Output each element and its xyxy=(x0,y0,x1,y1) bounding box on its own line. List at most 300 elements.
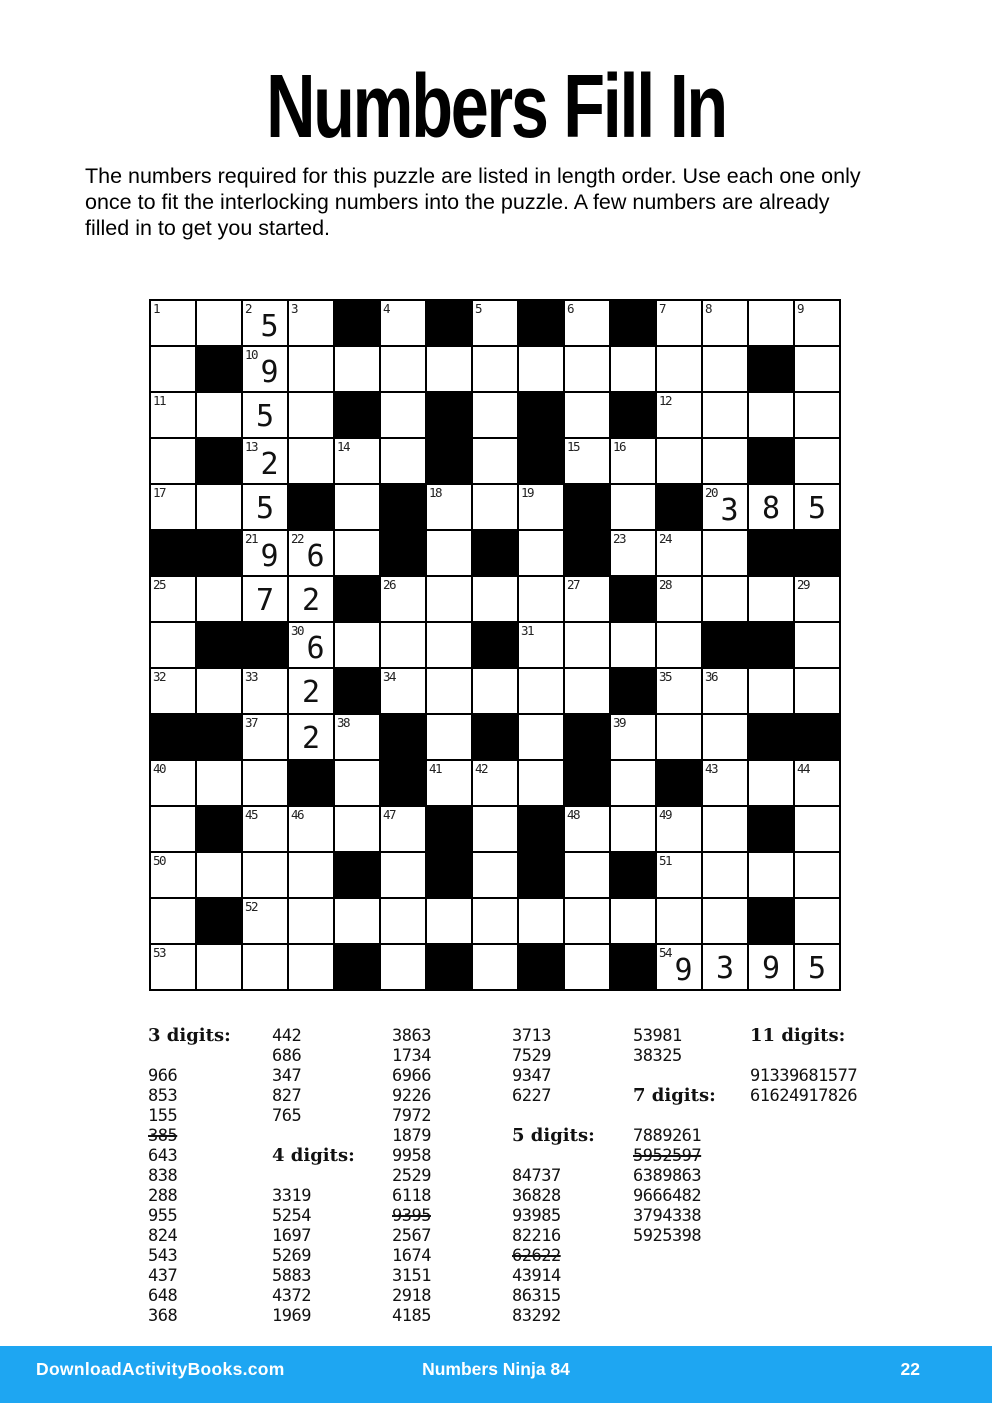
grid-cell-r7c9[interactable] xyxy=(519,577,563,621)
grid-cell-r8c7[interactable] xyxy=(427,623,471,667)
grid-cell-r12c8[interactable] xyxy=(473,807,517,851)
grid-cell-r6c12[interactable] xyxy=(657,531,701,575)
prefilled-digit: 6 xyxy=(306,631,325,666)
grid-cell-r8c3 xyxy=(243,623,287,667)
grid-cell-r10c11[interactable] xyxy=(611,715,655,759)
clue-number: 35 xyxy=(659,669,672,684)
prefilled-digit: 9 xyxy=(260,539,279,574)
grid-cell-r15c10[interactable] xyxy=(565,945,609,989)
number-item: 853 xyxy=(148,1086,178,1106)
clue-number: 47 xyxy=(383,807,396,822)
grid-cell-r13c12[interactable] xyxy=(657,853,701,897)
grid-cell-r9c8[interactable] xyxy=(473,669,517,713)
number-item: 62622 xyxy=(512,1246,561,1266)
grid-cell-r12c5[interactable] xyxy=(335,807,379,851)
grid-cell-r14c9[interactable] xyxy=(519,899,563,943)
grid-cell-r1c14[interactable] xyxy=(749,301,793,345)
grid-cell-r11c13[interactable] xyxy=(703,761,747,805)
instructions xyxy=(85,163,861,241)
grid-cell-r3c6[interactable] xyxy=(381,393,425,437)
grid-cell-r7c11 xyxy=(611,577,655,621)
number-item: 91339681577 xyxy=(750,1066,858,1086)
number-item: 2529 xyxy=(392,1166,431,1186)
clue-number: 49 xyxy=(659,807,672,822)
grid-cell-r8c10[interactable] xyxy=(565,623,609,667)
grid-cell-r7c6[interactable] xyxy=(381,577,425,621)
grid-cell-r10c12[interactable] xyxy=(657,715,701,759)
number-item: 82216 xyxy=(512,1226,561,1246)
grid-cell-r4c11[interactable] xyxy=(611,439,655,483)
grid-cell-r2c9[interactable] xyxy=(519,347,563,391)
clue-number: 19 xyxy=(521,485,534,500)
grid-cell-r13c2[interactable] xyxy=(197,853,241,897)
grid-cell-r6c11[interactable] xyxy=(611,531,655,575)
number-item: 9666482 xyxy=(633,1186,702,1206)
clue-number: 22 xyxy=(291,531,304,546)
grid-cell-r8c4[interactable] xyxy=(289,623,333,667)
number-item: 442 xyxy=(272,1026,302,1046)
grid-cell-r6c7[interactable] xyxy=(427,531,471,575)
grid-cell-r5c7[interactable] xyxy=(427,485,471,529)
grid-cell-r12c15[interactable] xyxy=(795,807,839,851)
grid-cell-r1c13[interactable] xyxy=(703,301,747,345)
number-item: 155 xyxy=(148,1106,178,1126)
grid-cell-r6c13[interactable] xyxy=(703,531,747,575)
grid-cell-r2c5[interactable] xyxy=(335,347,379,391)
grid-cell-r7c5 xyxy=(335,577,379,621)
grid-cell-r8c8 xyxy=(473,623,517,667)
list-spacer xyxy=(633,1106,758,1126)
number-item: 824 xyxy=(148,1226,178,1246)
grid-cell-r14c7[interactable] xyxy=(427,899,471,943)
grid-cell-r10c8 xyxy=(473,715,517,759)
grid-cell-r12c11[interactable] xyxy=(611,807,655,851)
grid-cell-r11c1[interactable] xyxy=(151,761,195,805)
grid-cell-r13c3[interactable] xyxy=(243,853,287,897)
grid-cell-r3c3[interactable] xyxy=(243,393,287,437)
number-item: 5269 xyxy=(272,1246,311,1266)
clue-number: 7 xyxy=(659,301,666,316)
grid-cell-r4c9 xyxy=(519,439,563,483)
grid-cell-r8c6[interactable] xyxy=(381,623,425,667)
grid-cell-r1c15[interactable] xyxy=(795,301,839,345)
grid-cell-r14c6[interactable] xyxy=(381,899,425,943)
prefilled-digit: 2 xyxy=(301,721,321,756)
grid-cell-r6c3[interactable] xyxy=(243,531,287,575)
clue-number: 32 xyxy=(153,669,166,684)
grid-cell-r9c14[interactable] xyxy=(749,669,793,713)
grid-cell-r1c2[interactable] xyxy=(197,301,241,345)
clue-number: 14 xyxy=(337,439,350,454)
grid-cell-r15c6[interactable] xyxy=(381,945,425,989)
grid-cell-r6c10 xyxy=(565,531,609,575)
grid-cell-r3c13[interactable] xyxy=(703,393,747,437)
grid-cell-r12c14 xyxy=(749,807,793,851)
grid-cell-r13c14[interactable] xyxy=(749,853,793,897)
number-item: 4372 xyxy=(272,1286,311,1306)
number-item: 6118 xyxy=(392,1186,431,1206)
grid-cell-r8c15[interactable] xyxy=(795,623,839,667)
grid-cell-r11c3[interactable] xyxy=(243,761,287,805)
clue-number: 15 xyxy=(567,439,580,454)
grid-cell-r2c4[interactable] xyxy=(289,347,333,391)
grid-cell-r2c15[interactable] xyxy=(795,347,839,391)
grid-cell-r2c14 xyxy=(749,347,793,391)
grid-cell-r6c5[interactable] xyxy=(335,531,379,575)
grid-cell-r2c3[interactable] xyxy=(243,347,287,391)
grid-cell-r13c6[interactable] xyxy=(381,853,425,897)
digit-group-header: 5 digits: xyxy=(512,1125,595,1146)
grid-cell-r9c6[interactable] xyxy=(381,669,425,713)
clue-number: 10 xyxy=(245,347,258,362)
grid-cell-r5c13[interactable] xyxy=(703,485,747,529)
number-item: 9347 xyxy=(512,1066,551,1086)
grid-cell-r5c11[interactable] xyxy=(611,485,655,529)
grid-cell-r4c3[interactable] xyxy=(243,439,287,483)
grid-cell-r1c12[interactable] xyxy=(657,301,701,345)
grid-cell-r12c3[interactable] xyxy=(243,807,287,851)
grid-cell-r3c4[interactable] xyxy=(289,393,333,437)
number-item: 765 xyxy=(272,1106,302,1126)
number-item: 5883 xyxy=(272,1266,311,1286)
grid-cell-r7c12[interactable] xyxy=(657,577,701,621)
grid-cell-r9c11 xyxy=(611,669,655,713)
clue-number: 46 xyxy=(291,807,304,822)
grid-cell-r3c14[interactable] xyxy=(749,393,793,437)
grid-cell-r5c3[interactable] xyxy=(243,485,287,529)
grid-cell-r9c13[interactable] xyxy=(703,669,747,713)
grid-cell-r7c14[interactable] xyxy=(749,577,793,621)
grid-cell-r8c5[interactable] xyxy=(335,623,379,667)
clue-number: 48 xyxy=(567,807,580,822)
grid-cell-r6c4[interactable] xyxy=(289,531,333,575)
grid-cell-r15c2[interactable] xyxy=(197,945,241,989)
number-item: 838 xyxy=(148,1166,178,1186)
grid-cell-r7c4[interactable] xyxy=(289,577,333,621)
grid-cell-r6c9[interactable] xyxy=(519,531,563,575)
grid-cell-r7c7[interactable] xyxy=(427,577,471,621)
grid-cell-r3c12[interactable] xyxy=(657,393,701,437)
grid-cell-r1c11 xyxy=(611,301,655,345)
clue-number: 27 xyxy=(567,577,580,592)
grid-cell-r7c10[interactable] xyxy=(565,577,609,621)
grid-cell-r12c7 xyxy=(427,807,471,851)
grid-cell-r11c15[interactable] xyxy=(795,761,839,805)
grid-cell-r1c4[interactable] xyxy=(289,301,333,345)
grid-cell-r5c5[interactable] xyxy=(335,485,379,529)
grid-cell-r10c7[interactable] xyxy=(427,715,471,759)
grid-cell-r2c13[interactable] xyxy=(703,347,747,391)
grid-cell-r10c10 xyxy=(565,715,609,759)
grid-cell-r8c9[interactable] xyxy=(519,623,563,667)
grid-cell-r13c13[interactable] xyxy=(703,853,747,897)
number-item: 93985 xyxy=(512,1206,561,1226)
clue-number: 13 xyxy=(245,439,258,454)
grid-cell-r3c7 xyxy=(427,393,471,437)
clue-number: 50 xyxy=(153,853,166,868)
grid-cell-r2c12[interactable] xyxy=(657,347,701,391)
grid-cell-r3c2[interactable] xyxy=(197,393,241,437)
number-list-column-5 xyxy=(633,1026,758,1246)
number-item: 1674 xyxy=(392,1246,431,1266)
grid-cell-r10c3[interactable] xyxy=(243,715,287,759)
grid-cell-r2c8[interactable] xyxy=(473,347,517,391)
grid-cell-r12c12[interactable] xyxy=(657,807,701,851)
grid-cell-r14c11[interactable] xyxy=(611,899,655,943)
grid-cell-r7c2[interactable] xyxy=(197,577,241,621)
number-item: 7972 xyxy=(392,1106,431,1126)
grid-cell-r9c12[interactable] xyxy=(657,669,701,713)
grid-cell-r13c4[interactable] xyxy=(289,853,333,897)
clue-number: 36 xyxy=(705,669,718,684)
grid-cell-r9c15[interactable] xyxy=(795,669,839,713)
grid-cell-r10c15 xyxy=(795,715,839,759)
prefilled-digit: 5 xyxy=(807,491,827,526)
grid-cell-r13c15[interactable] xyxy=(795,853,839,897)
grid-cell-r10c5[interactable] xyxy=(335,715,379,759)
grid-cell-r4c13[interactable] xyxy=(703,439,747,483)
grid-cell-r13c11 xyxy=(611,853,655,897)
clue-number: 8 xyxy=(705,301,712,316)
grid-cell-r11c2[interactable] xyxy=(197,761,241,805)
grid-cell-r12c2 xyxy=(197,807,241,851)
grid-cell-r10c9[interactable] xyxy=(519,715,563,759)
grid-cell-r15c14[interactable] xyxy=(749,945,793,989)
grid-cell-r2c6[interactable] xyxy=(381,347,425,391)
grid-cell-r12c4[interactable] xyxy=(289,807,333,851)
clue-number: 44 xyxy=(797,761,810,776)
number-item: 84737 xyxy=(512,1166,561,1186)
number-list-column-1 xyxy=(148,1026,273,1326)
clue-number: 3 xyxy=(291,301,298,316)
grid-cell-r4c6[interactable] xyxy=(381,439,425,483)
grid-cell-r4c14 xyxy=(749,439,793,483)
grid-cell-r5c9[interactable] xyxy=(519,485,563,529)
grid-cell-r3c8[interactable] xyxy=(473,393,517,437)
grid-cell-r12c6[interactable] xyxy=(381,807,425,851)
grid-cell-r5c12 xyxy=(657,485,701,529)
grid-cell-r14c14 xyxy=(749,899,793,943)
grid-cell-r4c4[interactable] xyxy=(289,439,333,483)
grid-cell-r10c2 xyxy=(197,715,241,759)
grid-cell-r11c10 xyxy=(565,761,609,805)
grid-cell-r14c5[interactable] xyxy=(335,899,379,943)
grid-cell-r2c7[interactable] xyxy=(427,347,471,391)
grid-cell-r9c5 xyxy=(335,669,379,713)
grid-cell-r9c2[interactable] xyxy=(197,669,241,713)
grid-cell-r2c11[interactable] xyxy=(611,347,655,391)
number-item: 2918 xyxy=(392,1286,431,1306)
number-item: 38325 xyxy=(633,1046,682,1066)
grid-cell-r4c5[interactable] xyxy=(335,439,379,483)
grid-cell-r3c9 xyxy=(519,393,563,437)
grid-cell-r6c1 xyxy=(151,531,195,575)
grid-cell-r1c5 xyxy=(335,301,379,345)
grid-cell-r7c8[interactable] xyxy=(473,577,517,621)
grid-cell-r9c9[interactable] xyxy=(519,669,563,713)
clue-number: 43 xyxy=(705,761,718,776)
grid-cell-r4c1[interactable] xyxy=(151,439,195,483)
number-item: 1697 xyxy=(272,1226,311,1246)
clue-number: 9 xyxy=(797,301,804,316)
number-list-column-6 xyxy=(750,1026,875,1106)
grid-cell-r1c10[interactable] xyxy=(565,301,609,345)
grid-cell-r1c6[interactable] xyxy=(381,301,425,345)
grid-cell-r8c1[interactable] xyxy=(151,623,195,667)
grid-cell-r10c13[interactable] xyxy=(703,715,747,759)
clue-number: 24 xyxy=(659,531,672,546)
number-item: 1969 xyxy=(272,1306,311,1326)
grid-cell-r14c3[interactable] xyxy=(243,899,287,943)
digit-group-header: 4 digits: xyxy=(272,1145,355,1166)
grid-cell-r5c1[interactable] xyxy=(151,485,195,529)
grid-cell-r4c10[interactable] xyxy=(565,439,609,483)
grid-cell-r14c2 xyxy=(197,899,241,943)
list-spacer xyxy=(272,1126,397,1146)
clue-number: 52 xyxy=(245,899,258,914)
number-item: 86315 xyxy=(512,1286,561,1306)
grid-cell-r9c10[interactable] xyxy=(565,669,609,713)
list-spacer xyxy=(750,1046,875,1066)
grid-cell-r11c7[interactable] xyxy=(427,761,471,805)
number-item: 3713 xyxy=(512,1026,551,1046)
grid-cell-r6c2 xyxy=(197,531,241,575)
clue-number: 11 xyxy=(153,393,166,408)
number-item: 7529 xyxy=(512,1046,551,1066)
grid-cell-r6c15 xyxy=(795,531,839,575)
grid-cell-r15c8[interactable] xyxy=(473,945,517,989)
clue-number: 26 xyxy=(383,577,396,592)
prefilled-digit: 7 xyxy=(255,583,275,618)
grid-cell-r12c13[interactable] xyxy=(703,807,747,851)
grid-cell-r7c15[interactable] xyxy=(795,577,839,621)
number-item: 6966 xyxy=(392,1066,431,1086)
grid-cell-r4c8[interactable] xyxy=(473,439,517,483)
footer-book-title: Numbers Ninja 84 xyxy=(422,1359,570,1379)
grid-cell-r15c12[interactable] xyxy=(657,945,701,989)
clue-number: 38 xyxy=(337,715,350,730)
footer-bar xyxy=(0,1346,992,1403)
clue-number: 39 xyxy=(613,715,626,730)
clue-number: 18 xyxy=(429,485,442,500)
clue-number: 51 xyxy=(659,853,672,868)
grid-cell-r13c8[interactable] xyxy=(473,853,517,897)
grid-cell-r5c14[interactable] xyxy=(749,485,793,529)
clue-number: 54 xyxy=(659,945,672,960)
grid-cell-r10c4[interactable] xyxy=(289,715,333,759)
grid-cell-r11c8[interactable] xyxy=(473,761,517,805)
grid-cell-r15c4[interactable] xyxy=(289,945,333,989)
grid-cell-r14c13[interactable] xyxy=(703,899,747,943)
grid-cell-r11c9[interactable] xyxy=(519,761,563,805)
grid-cell-r11c11[interactable] xyxy=(611,761,655,805)
list-spacer xyxy=(272,1166,397,1186)
grid-cell-r2c10[interactable] xyxy=(565,347,609,391)
prefilled-digit: 5 xyxy=(255,491,275,526)
grid-cell-r13c10[interactable] xyxy=(565,853,609,897)
number-item: 4185 xyxy=(392,1306,431,1326)
grid-cell-r14c15[interactable] xyxy=(795,899,839,943)
grid-cell-r1c1[interactable] xyxy=(151,301,195,345)
grid-cell-r6c8 xyxy=(473,531,517,575)
list-spacer xyxy=(512,1146,637,1166)
number-item: 955 xyxy=(148,1206,178,1226)
grid-cell-r14c8[interactable] xyxy=(473,899,517,943)
instructions-line-3: filled in to get you started. xyxy=(85,216,331,240)
digit-group-header: 7 digits: xyxy=(633,1085,716,1106)
number-item: 3794338 xyxy=(633,1206,702,1226)
number-item: 3151 xyxy=(392,1266,431,1286)
grid-cell-r7c13[interactable] xyxy=(703,577,747,621)
grid-cell-r12c10[interactable] xyxy=(565,807,609,851)
grid-cell-r4c15[interactable] xyxy=(795,439,839,483)
prefilled-digit: 2 xyxy=(301,583,321,618)
grid-cell-r11c14[interactable] xyxy=(749,761,793,805)
grid-cell-r2c2 xyxy=(197,347,241,391)
grid-cell-r9c3[interactable] xyxy=(243,669,287,713)
grid-cell-r14c10[interactable] xyxy=(565,899,609,943)
grid-cell-r8c12[interactable] xyxy=(657,623,701,667)
grid-cell-r15c13[interactable] xyxy=(703,945,747,989)
grid-cell-r11c5[interactable] xyxy=(335,761,379,805)
grid-cell-r15c15[interactable] xyxy=(795,945,839,989)
grid-cell-r4c12[interactable] xyxy=(657,439,701,483)
clue-number: 31 xyxy=(521,623,534,638)
clue-number: 16 xyxy=(613,439,626,454)
grid-cell-r6c6 xyxy=(381,531,425,575)
grid-cell-r2c1[interactable] xyxy=(151,347,195,391)
number-item: 1734 xyxy=(392,1046,431,1066)
clue-number: 42 xyxy=(475,761,488,776)
footer-page-number: 22 xyxy=(900,1359,920,1379)
grid-cell-r15c11 xyxy=(611,945,655,989)
grid-cell-r13c5 xyxy=(335,853,379,897)
grid-cell-r8c11[interactable] xyxy=(611,623,655,667)
grid-cell-r9c4[interactable] xyxy=(289,669,333,713)
grid-cell-r1c3[interactable] xyxy=(243,301,287,345)
clue-number: 12 xyxy=(659,393,672,408)
grid-cell-r3c10[interactable] xyxy=(565,393,609,437)
grid-cell-r14c1[interactable] xyxy=(151,899,195,943)
grid-cell-r14c4[interactable] xyxy=(289,899,333,943)
grid-cell-r3c15[interactable] xyxy=(795,393,839,437)
grid-cell-r15c1[interactable] xyxy=(151,945,195,989)
number-item: 7889261 xyxy=(633,1126,702,1146)
grid-cell-r3c1[interactable] xyxy=(151,393,195,437)
clue-number: 1 xyxy=(153,301,160,316)
grid-cell-r1c7 xyxy=(427,301,471,345)
grid-cell-r14c12[interactable] xyxy=(657,899,701,943)
list-spacer xyxy=(512,1106,637,1126)
grid-cell-r15c3[interactable] xyxy=(243,945,287,989)
grid-cell-r5c2[interactable] xyxy=(197,485,241,529)
grid-cell-r1c8[interactable] xyxy=(473,301,517,345)
number-item: 643 xyxy=(148,1146,178,1166)
grid-cell-r5c15[interactable] xyxy=(795,485,839,529)
grid-cell-r15c7 xyxy=(427,945,471,989)
grid-cell-r12c9 xyxy=(519,807,563,851)
number-item: 686 xyxy=(272,1046,302,1066)
grid-cell-r13c1[interactable] xyxy=(151,853,195,897)
grid-cell-r7c3[interactable] xyxy=(243,577,287,621)
grid-cell-r12c1[interactable] xyxy=(151,807,195,851)
grid-cell-r9c1[interactable] xyxy=(151,669,195,713)
grid-cell-r5c8[interactable] xyxy=(473,485,517,529)
grid-cell-r7c1[interactable] xyxy=(151,577,195,621)
prefilled-digit: 9 xyxy=(260,355,279,390)
number-item: 5925398 xyxy=(633,1226,702,1246)
grid-cell-r9c7[interactable] xyxy=(427,669,471,713)
